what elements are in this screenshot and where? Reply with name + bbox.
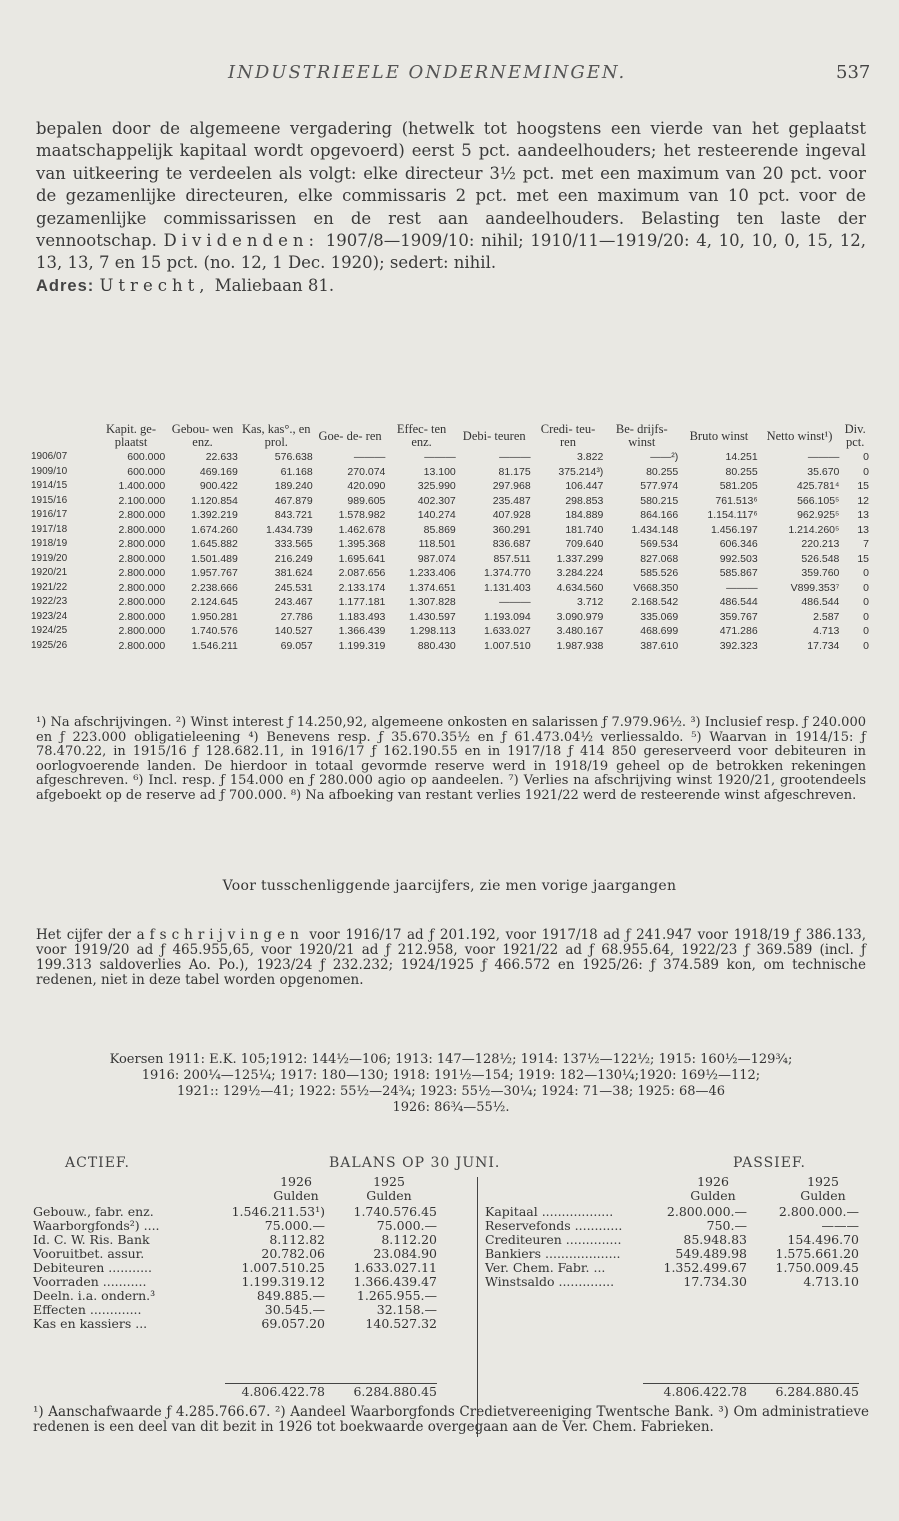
value-cell: 581.205	[719, 480, 758, 492]
value-cell: 1.400.000	[118, 480, 166, 492]
value-cell: 566.105⁵	[797, 494, 840, 507]
column-header: Div. pct.	[844, 422, 866, 449]
balance-item-value: 32.158.—	[376, 1302, 437, 1317]
column-header: Netto winst¹)	[766, 428, 833, 443]
value-cell: 1.374.651	[409, 581, 456, 594]
balance-item-value: 20.782.06	[261, 1246, 325, 1261]
quotes-line-4: 1926: 86¾—55½.	[392, 1100, 510, 1115]
value-cell: 140.274	[417, 509, 456, 521]
balance-item-label: Ver. Chem. Fabr. ...	[485, 1260, 606, 1275]
balance-item-value: 849.885.—	[256, 1288, 325, 1303]
value-cell: 81.175	[498, 465, 531, 478]
year-cell: 1909/10	[31, 465, 68, 477]
value-cell: 220.213	[801, 538, 840, 550]
value-cell: 14.251	[725, 451, 758, 463]
value-cell: 585.867	[719, 567, 758, 579]
value-cell: 359.767	[719, 610, 758, 623]
balance-item-value: 75.000.—	[376, 1218, 437, 1233]
balance-item-value: 75.000.—	[264, 1218, 325, 1233]
table-row	[30, 624, 870, 639]
value-cell: 900.422	[199, 480, 238, 492]
table-row	[30, 523, 870, 538]
value-cell: 360.291	[492, 523, 531, 536]
year-cell: 1915/16	[31, 494, 68, 506]
value-cell: 298.853	[565, 494, 604, 507]
value-cell: 1.957.767	[191, 567, 238, 579]
column-header: Effec- ten enz.	[396, 422, 447, 449]
balance-item-value: 154.496.70	[787, 1232, 859, 1247]
table-row	[30, 581, 870, 596]
balance-item-value: 1.007.510.25	[241, 1260, 325, 1275]
balance-item-value: 750.—	[706, 1218, 747, 1233]
value-cell: 1.645.882	[191, 538, 238, 550]
value-cell: 61.168	[280, 465, 313, 478]
value-cell: 962.925⁵	[797, 509, 840, 521]
balance-item-value: 8.112.20	[381, 1232, 437, 1247]
intro-text: bepalen door de algemeene vergadering (hetwelk tot hoogstens een vierde van het geplaatst maatschappelijk kapitaal wordt opgevoerd) eerst 5 pct. aandeelhouders; het resteerende ingeval van uitkeering te verdeelen als volgt: elke directeur 3½ pct. met een maximum van 20 pct. voor de gezamenlijke directeuren, elke commissaris 2 pct. met een maximum van 10 pct. voor de gezamenlijke commissarissen en de rest aan aandeelhouders. Belasting ten laste der vennootschap.	[36, 119, 866, 251]
value-cell: 580.215	[640, 494, 679, 507]
balance-divider	[477, 1177, 478, 1437]
value-cell: 2.124.645	[191, 596, 238, 608]
value-cell: 2.238.666	[191, 581, 238, 594]
value-cell: 600.000	[127, 465, 166, 478]
value-cell: 471.286	[719, 625, 758, 637]
column-header: Be- drijfs- winst	[615, 422, 668, 449]
value-cell: 387.610	[640, 639, 679, 652]
table-row	[30, 639, 870, 654]
balance-item-value: 85.948.83	[683, 1232, 747, 1247]
value-cell: 1.462.678	[338, 523, 386, 536]
depreciation-lead: Het cijfer der	[36, 927, 131, 943]
value-cell: 0	[863, 567, 869, 579]
balance-item-label: Vooruitbet. assur.	[33, 1246, 145, 1261]
value-cell: 526.548	[801, 552, 840, 565]
table-row	[30, 465, 870, 480]
value-cell: ——²)	[650, 451, 679, 463]
column-header: Kapit. ge- plaatst	[106, 422, 156, 449]
address-label: Adres:	[36, 276, 95, 295]
value-cell: 22.633	[205, 451, 238, 463]
value-cell: 2.800.000	[118, 625, 166, 637]
value-cell: 3.822	[577, 451, 604, 463]
value-cell: 1.633.027	[483, 625, 531, 637]
value-cell: 392.323	[719, 639, 758, 652]
value-cell: 80.255	[725, 465, 758, 478]
column-header: Credi- teu- ren	[540, 422, 596, 449]
address-city: Utrecht,	[99, 275, 210, 295]
dividend-text: 1907/8—1909/10: nihil; 1910/11—1919/20: 4, 10, 10, 0, 15, 12, 13, 13, 7 en 15 pct. (no. 12, 1 Dec. 1920); sedert: nihil.	[36, 231, 866, 273]
passief-values-1926	[643, 1205, 747, 1289]
balance-item-label: Gebouw., fabr. enz.	[33, 1204, 154, 1219]
value-cell: 1.298.113	[409, 625, 456, 637]
year-cell: 1923/24	[31, 610, 68, 622]
balance-item-value: ———	[821, 1218, 859, 1233]
value-cell: 27.786	[280, 610, 313, 623]
balance-item-value: 1.575.661.20	[775, 1246, 859, 1261]
table-row	[30, 508, 870, 523]
value-cell: 1.501.489	[191, 552, 238, 565]
balance-item-value: 1.352.499.67	[663, 1260, 747, 1275]
year-cell: 1918/19	[31, 538, 68, 549]
value-cell: 0	[863, 451, 869, 463]
value-cell: 1.183.493	[338, 610, 386, 623]
value-cell: 1.154.117⁶	[707, 509, 758, 521]
value-cell: 0	[863, 596, 869, 608]
balance-item-label: Reservefonds ............	[485, 1218, 623, 1233]
value-cell: 467.879	[274, 494, 313, 507]
value-cell: 1.214.260⁵	[788, 523, 840, 536]
column-header: Kas, kas°., en prol.	[242, 422, 311, 449]
value-cell: 335.069	[640, 610, 679, 623]
value-cell: 2.800.000	[118, 509, 166, 521]
value-cell: 987.074	[417, 552, 456, 565]
value-cell: 1.366.439	[338, 625, 386, 637]
balance-item-value: 1.265.955.—	[356, 1288, 437, 1303]
balance-item-value: 30.545.—	[264, 1302, 325, 1317]
value-cell: 606.346	[719, 538, 758, 550]
value-cell: 69.057	[280, 639, 313, 652]
value-cell: ———	[424, 451, 456, 463]
value-cell: 7	[863, 538, 869, 550]
value-cell: 1.007.510	[483, 639, 531, 652]
value-cell: 15	[857, 552, 869, 565]
year-cell: 1906/07	[31, 451, 68, 462]
value-cell: 333.565	[274, 538, 313, 550]
value-cell: 0	[863, 581, 869, 594]
value-cell: 0	[863, 465, 869, 478]
quotes-line-1: Koersen 1911: E.K. 105;1912: 144½—106; 1913: 147—128½; 1914: 137½—122½; 1915: 160½—129¾;	[109, 1052, 793, 1067]
column-header: Debi- teuren	[462, 428, 526, 443]
balance-footnote: ¹) Aanschafwaarde ƒ 4.285.766.67. ²) Aandeel Waarborgfonds Credietvereeniging Twentsche Bank. ³) Om administratieve redenen is een deel van dit bezit in 1926 tot boekwaarde overgegaan aan de Ver. Chem. Fabrieken.	[33, 1404, 869, 1435]
passief-title: PASSIEF.	[733, 1155, 806, 1171]
value-cell: 469.169	[199, 465, 238, 478]
value-cell: 761.513⁶	[715, 494, 758, 507]
value-cell: 3.284.224	[556, 567, 604, 579]
value-cell: 420.090	[347, 480, 386, 492]
page-number: 537	[836, 62, 871, 83]
value-cell: 486.544	[719, 596, 758, 608]
value-cell: 359.760	[801, 567, 840, 579]
value-cell: 468.699	[640, 625, 679, 637]
value-cell: 0	[863, 639, 869, 652]
value-cell: 3.712	[577, 596, 604, 608]
value-cell: 827.068	[640, 552, 679, 565]
value-cell: 2.800.000	[118, 552, 166, 565]
value-cell: ———	[726, 581, 758, 594]
address-street: Maliebaan 81.	[214, 275, 335, 295]
actief-totals	[225, 1383, 437, 1399]
quotes-line-3: 1921:: 129½—41; 1922: 55½—24¾; 1923: 55½—30¼; 1924: 71—38; 1925: 68—46	[176, 1084, 726, 1099]
value-cell: 2.800.000	[118, 639, 166, 652]
balance-item-value: 2.800.000.—	[778, 1204, 859, 1219]
value-cell: 1.392.219	[191, 509, 238, 521]
value-cell: 13	[857, 523, 869, 536]
table-row	[30, 595, 870, 610]
year-cell: 1919/20	[31, 552, 68, 564]
value-cell: 2.168.542	[631, 596, 679, 608]
value-cell: 989.605	[347, 494, 386, 507]
column-header: Goe- de- ren	[318, 428, 382, 443]
value-cell: 181.740	[565, 523, 604, 536]
value-cell: 4.634.560	[556, 581, 604, 594]
value-cell: 1.740.576	[191, 625, 238, 637]
value-cell: 4.713	[813, 625, 840, 637]
value-cell: 235.487	[492, 494, 531, 507]
value-cell: 1.430.597	[409, 610, 456, 623]
running-title: INDUSTRIEELE ONDERNEMINGEN.	[228, 62, 627, 83]
actief-values-1926	[225, 1205, 325, 1331]
page-header	[0, 62, 899, 86]
value-cell: 585.526	[640, 567, 679, 579]
value-cell: 381.624	[274, 567, 313, 579]
actief-values-1925	[333, 1205, 437, 1331]
value-cell: 1.307.828	[409, 596, 456, 608]
balance-item-label: Bankiers ...................	[485, 1246, 621, 1261]
value-cell: 1.434.739	[266, 523, 313, 536]
value-cell: 15	[857, 480, 869, 492]
balance-item-label: Winstsaldo ..............	[485, 1274, 615, 1289]
quotes-line-2: 1916: 200¼—125¼; 1917: 180—130; 1918: 191½—154; 1919: 182—130¼;1920: 169½—112;	[141, 1068, 761, 1083]
year-cell: 1922/23	[31, 596, 68, 607]
column-header: Gebou- wen enz.	[171, 422, 234, 449]
value-cell: 2.800.000	[118, 581, 166, 594]
actief-title: ACTIEF.	[65, 1155, 130, 1171]
value-cell: 1.456.197	[710, 523, 758, 536]
value-cell: ———	[499, 451, 531, 463]
balance-title: BALANS OP 30 JUNI.	[329, 1155, 501, 1171]
value-cell: 0	[863, 610, 869, 623]
value-cell: 1.395.368	[338, 538, 386, 550]
balance-item-label: Kas en kassiers ...	[33, 1316, 148, 1331]
value-cell: 1.674.260	[191, 523, 238, 536]
year-label: 1926	[280, 1174, 312, 1189]
passief-values-1925	[755, 1205, 859, 1289]
balance-item-value: 4.713.10	[803, 1274, 859, 1289]
value-cell: 1.950.281	[191, 610, 238, 623]
value-cell: 80.255	[646, 465, 679, 478]
value-cell: 13.100	[423, 465, 456, 478]
balance-item-label: Kapitaal ..................	[485, 1204, 614, 1219]
column-header	[30, 422, 96, 450]
quotes-block	[36, 1052, 866, 1116]
year-cell: 1924/25	[31, 625, 68, 636]
value-cell: 1.193.094	[483, 610, 531, 623]
balance-item-value: 69.057.20	[261, 1316, 325, 1331]
value-cell: 3.090.979	[556, 610, 604, 623]
balance-item-value: 2.800.000.—	[666, 1204, 747, 1219]
value-cell: 1.434.148	[631, 523, 679, 536]
value-cell: V899.353⁷	[790, 581, 840, 594]
value-cell: 17.734	[807, 639, 840, 652]
depreciation-text: voor 1916/17 ad ƒ 201.192, voor 1917/18 ad ƒ 241.947 voor 1918/19 ƒ 386.133, voor 1919/20 ad ƒ 465.955,65, voor 1920/21 ad ƒ 212.958, voor 1921/22 ad ƒ 68.955.64, 1922/23 ƒ 369.589 (incl. ƒ 199.313 saldoverlies Ao. Po.), 1923/24 ƒ 232.232; 1924/1925 ƒ 466.572 en 1925/26: ƒ 374.589 kon, om technische redenen, niet in deze tabel worden opgenomen.	[36, 927, 866, 988]
year-cell: 1925/26	[31, 639, 68, 651]
balance-item-value: 23.084.90	[373, 1246, 437, 1261]
actief-total-1926: 4.806.422.78	[241, 1384, 325, 1399]
passief-labels	[485, 1205, 645, 1289]
value-cell: 402.307	[417, 494, 456, 507]
value-cell: 425.781⁴	[796, 480, 840, 492]
passief-total-1925: 6.284.880.45	[775, 1384, 859, 1399]
value-cell: 992.503	[719, 552, 758, 565]
actief-total-1925: 6.284.880.45	[353, 1384, 437, 1399]
financial-table	[30, 422, 870, 653]
passief-year-1926	[673, 1175, 753, 1203]
balance-item-value: 1.366.439.47	[353, 1274, 437, 1289]
value-cell: 1.177.181	[338, 596, 386, 608]
table-row	[30, 566, 870, 581]
table-body	[30, 450, 870, 653]
value-cell: 569.534	[640, 538, 679, 550]
balance-item-label: Voorraden ...........	[33, 1274, 147, 1289]
balance-item-value: 1.546.211.53¹)	[231, 1204, 325, 1219]
table-row	[30, 610, 870, 625]
value-cell: 1.199.319	[338, 639, 386, 652]
value-cell: ———	[499, 596, 531, 608]
value-cell: 2.087.656	[338, 567, 386, 579]
passief-year-1925	[777, 1175, 869, 1203]
table-row	[30, 552, 870, 567]
actief-labels	[33, 1205, 233, 1331]
balance-item-label: Crediteuren ..............	[485, 1232, 622, 1247]
value-cell: 577.974	[640, 480, 679, 492]
value-cell: 1.987.938	[556, 639, 604, 652]
value-cell: 189.240	[274, 480, 313, 492]
balance-item-value: 17.734.30	[683, 1274, 747, 1289]
value-cell: 140.527	[274, 625, 313, 637]
table-row	[30, 494, 870, 509]
table-row	[30, 537, 870, 552]
year-cell: 1921/22	[31, 581, 68, 593]
value-cell: 13	[857, 509, 869, 521]
value-cell: 118.501	[418, 538, 456, 550]
passief-total-1926: 4.806.422.78	[663, 1384, 747, 1399]
value-cell: 3.480.167	[556, 625, 604, 637]
value-cell: 2.800.000	[118, 538, 166, 550]
value-cell: 857.511	[493, 552, 531, 565]
passief-totals	[643, 1383, 859, 1399]
value-cell: 184.889	[565, 509, 604, 521]
value-cell: 2.800.000	[118, 610, 166, 623]
balance-item-value: 1.199.319.12	[241, 1274, 325, 1289]
year-cell: 1917/18	[31, 523, 68, 535]
previous-years-note: Voor tusschenliggende jaarcijfers, zie men vorige jaargangen	[222, 878, 677, 894]
value-cell: 2.800.000	[118, 567, 166, 579]
value-cell: 600.000	[127, 451, 166, 463]
column-header: Bruto winst	[689, 428, 749, 443]
value-cell: ———	[353, 451, 386, 463]
value-cell: 1.233.406	[409, 567, 456, 579]
balance-item-value: 1.633.027.11	[353, 1260, 437, 1275]
value-cell: 1.546.211	[191, 639, 238, 652]
value-cell: ———	[807, 451, 840, 463]
value-cell: 245.531	[274, 581, 313, 594]
balance-item-label: Effecten .............	[33, 1302, 142, 1317]
value-cell: 243.467	[274, 596, 313, 608]
table-row	[30, 479, 870, 494]
balance-item-value: 8.112.82	[269, 1232, 325, 1247]
value-cell: 2.800.000	[118, 523, 166, 536]
intro-paragraph	[36, 118, 866, 297]
table-row	[30, 450, 870, 465]
year-cell: 1916/17	[31, 509, 68, 520]
value-cell: 836.687	[492, 538, 531, 550]
year-label: 1925	[807, 1174, 839, 1189]
year-cell: 1920/21	[31, 567, 68, 578]
value-cell: 709.640	[565, 538, 604, 550]
year-label: 1925	[373, 1174, 405, 1189]
value-cell: 325.990	[417, 480, 456, 492]
balance-item-value: 140.527.32	[365, 1316, 437, 1331]
value-cell: 1.131.403	[483, 581, 531, 594]
actief-year-1925	[339, 1175, 439, 1203]
value-cell: 407.928	[492, 509, 531, 521]
value-cell: 1.374.770	[483, 567, 531, 579]
balance-item-value: 1.740.576.45	[353, 1204, 437, 1219]
currency-label: Gulden	[690, 1188, 736, 1203]
value-cell: 297.968	[492, 480, 531, 492]
value-cell: 486.544	[801, 596, 840, 608]
value-cell: 2.800.000	[118, 596, 166, 608]
year-cell: 1914/15	[31, 480, 68, 491]
balance-item-label: Id. C. W. Ris. Bank	[33, 1232, 150, 1247]
balance-item-value: 1.750.009.45	[775, 1260, 859, 1275]
value-cell: 1.695.641	[338, 552, 386, 565]
value-cell: V668.350	[633, 581, 679, 594]
depreciation-spaced: afschrijvingen	[136, 927, 304, 943]
balance-item-label: Debiteuren ...........	[33, 1260, 152, 1275]
balance-item-value: 549.489.98	[675, 1246, 747, 1261]
value-cell: 85.869	[423, 523, 456, 536]
value-cell: 2.587	[813, 610, 840, 623]
value-cell: 0	[863, 625, 869, 637]
depreciation-paragraph	[36, 928, 866, 988]
value-cell: 1.578.982	[338, 509, 386, 521]
value-cell: 375.214³)	[558, 465, 604, 478]
currency-label: Gulden	[366, 1188, 412, 1203]
currency-label: Gulden	[273, 1188, 319, 1203]
table-header-row	[30, 422, 870, 450]
table-notes: ¹) Na afschrijvingen. ²) Winst interest ƒ 14.250,92, algemeene onkosten en salarissen ƒ 7.979.96½. ³) Inclusief resp. ƒ 240.000 en ƒ 223.000 obligatieleening ⁴) Benevens resp. ƒ 35.670.35½ en ƒ 61.473.04½ verliessaldo. ⁵) Waarvan in 1914/15: ƒ 78.470.22, in 1915/16 ƒ 128.682.11, in 1916/17 ƒ 162.190.55 en in 1917/18 ƒ 414 850 gereserveerd voor debiteuren in oorlogvoerende landen. De hierdoor in totaal gevormde reserve werd in 1918/19 geheel op de betrokken rekeningen afgeschreven. ⁶) Incl. resp. ƒ 154.000 en ƒ 280.000 agio op aandeelen. ⁷) Verlies na afschrijving winst 1920/21, grootendeels afgeboekt op de reserve ad ƒ 700.000. ⁸) Na afboeking van restant verlies 1921/22 werd de resteerende winst afgeschreven.	[36, 715, 866, 803]
value-cell: 12	[857, 494, 869, 507]
dividend-label: Dividenden:	[163, 231, 320, 251]
value-cell: 2.100.000	[118, 494, 166, 507]
value-cell: 2.133.174	[338, 581, 386, 594]
value-cell: 1.120.854	[191, 494, 238, 507]
balance-item-label: Deeln. i.a. ondern.³	[33, 1288, 156, 1303]
value-cell: 864.166	[640, 509, 679, 521]
value-cell: 106.447	[565, 480, 604, 492]
value-cell: 216.249	[274, 552, 313, 565]
value-cell: 576.638	[274, 451, 313, 463]
currency-label: Gulden	[800, 1188, 846, 1203]
actief-year-1926	[255, 1175, 337, 1203]
balance-sheet	[33, 1155, 869, 1405]
value-cell: 880.430	[417, 639, 456, 652]
value-cell: 843.721	[274, 509, 313, 521]
value-cell: 1.337.299	[556, 552, 604, 565]
value-cell: 270.074	[347, 465, 386, 478]
year-label: 1926	[697, 1174, 729, 1189]
balance-item-label: Waarborgfonds²) ....	[33, 1218, 160, 1233]
value-cell: 35.670	[807, 465, 840, 478]
